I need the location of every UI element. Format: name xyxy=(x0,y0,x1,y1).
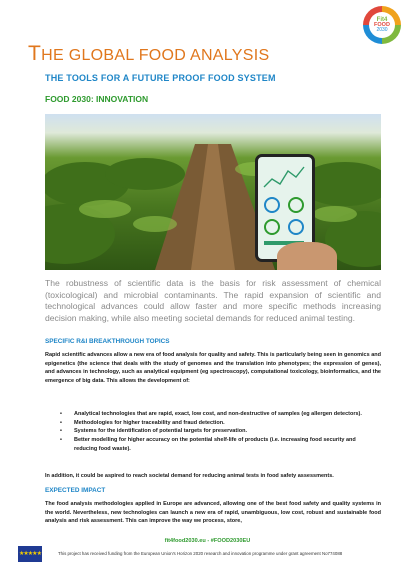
list-item: • Systems for the identification of potential targets for preservation. xyxy=(60,427,378,436)
list-item: • Analytical technologies that are rapid, exact, low cost, and non-destructive of samples (eg allergen detectors). xyxy=(60,410,378,419)
title-initial: T xyxy=(28,42,42,65)
rd-closing: In addition, it could be aspired to reach societal demand for reducing animal tests in food safety assessments. xyxy=(45,473,334,479)
footer-url-link[interactable]: fit4food2030.eu - #FOOD2030EU xyxy=(164,538,251,544)
hero-photo xyxy=(45,114,381,270)
intro-paragraph: The robustness of scientific data is the basis for risk assessment of chemical (toxicological) and microbial contaminants. The rapid expansion of scientific and technological advances could allow faster and more specific methods increasing decision making, while also meeting societal demands for reduced animal testing. xyxy=(45,278,381,324)
rd-heading: SPECIFIC R&I BREAKTHROUGH TOPICS xyxy=(45,338,170,345)
logo-text-1: Fit4 xyxy=(376,16,388,23)
list-item: • Methodologies for higher traceability and fraud detection. xyxy=(60,419,378,428)
impact-body: The food analysis methodologies applied in Europe are advanced, allowing one of the best food safety and quality systems in the world. Nevertheless, new technologies can launch a new era of rapid, unambiguous, low cost, robust and sustainable food analysis and risk assessment. This can improve the way we process, store, xyxy=(45,501,381,525)
page-title xyxy=(28,42,269,66)
page-subtitle: THE TOOLS FOR A FUTURE PROOF FOOD SYSTEM xyxy=(45,73,276,83)
impact-heading: EXPECTED IMPACT xyxy=(45,487,106,494)
section-label: FOOD 2030: INNOVATION xyxy=(45,94,149,104)
logo-text-3: 2030 xyxy=(376,27,388,34)
eu-flag-icon: ★★★★★ xyxy=(18,546,42,562)
title-rest: HE GLOBAL FOOD ANALYSIS xyxy=(41,47,270,64)
fit4food2030-logo xyxy=(363,6,401,44)
logo-text-2: FOOD xyxy=(374,21,390,28)
rd-bullet-list xyxy=(60,410,378,454)
rd-body: Rapid scientific advances allow a new era of food analysis for quality and safety. This is particularly being seen in genomics and epigenetics (the science that deals with the study of genomes and the translation into phenotypes; the expression of genes), and advances in technology, such as analytical equipment (eg spectroscopy), computational toxicology, bioinformatics, and the emergence of big data. This allows the development of: xyxy=(45,352,381,385)
list-item: • Better modelling for higher accuracy on the potential shelf-life of products (i.e. increasing food security and reducing food waste). xyxy=(60,436,378,453)
hand-illustration xyxy=(277,242,337,270)
funding-note: This project has received funding from the European Union's Horizon 2020 research and innovation programme under grant agreement No774088 xyxy=(58,551,343,556)
